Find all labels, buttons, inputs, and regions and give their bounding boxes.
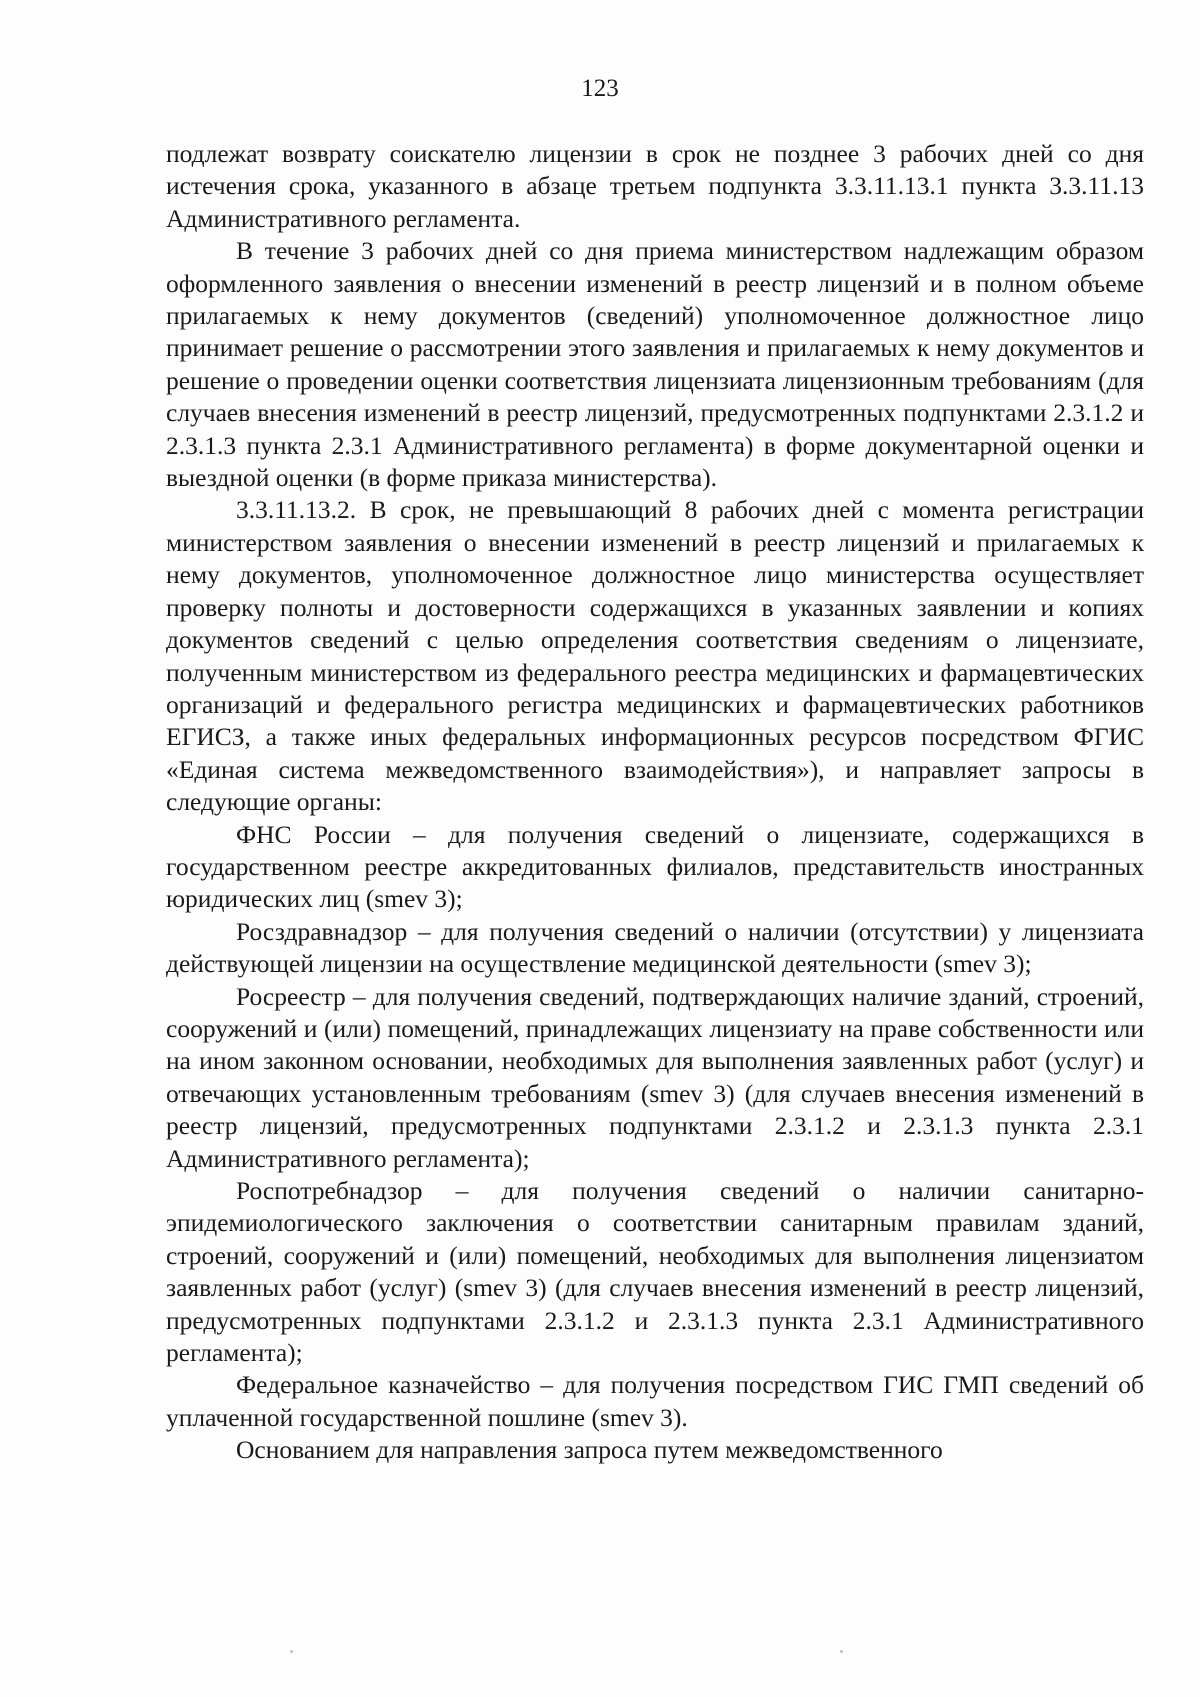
paragraph-5: Росздравнадзор – для получения сведений о наличии (отсутствии) у лицензиата действующей лицензии на осуществление медицинской деятельности (smev 3); [166,916,1144,979]
scan-artifact-dot [290,1650,293,1653]
paragraph-8: Федеральное казначейство – для получения посредством ГИС ГМП сведений об уплаченной государственной пошлине (smev 3). [166,1370,1144,1432]
paragraph-3: 3.3.11.13.2. В срок, не превышающий 8 рабочих дней с момента регистрации министерством заявления о внесении изменений в реестр лицензий и прилагаемых к нему документов, уполномоченное должностное лицо министерства осуществляет проверку полноты и достоверности содержащихся в указанных заявлении и копиях документов сведений с целью определения соответствия сведениям о лицензиате, полученным министерством из федерального реестра медицинских и фармацевтических организаций и федерального регистра медицинских и фармацевтических работников ЕГИСЗ, а также иных федеральных информационных ресурсов посредством ФГИС «Единая система межведомственного взаимодействия»), и направляет запросы в следующие органы: [166,495,1144,817]
paragraph-7: Роспотребнадзор – для получения сведений о наличии санитарно-эпидемиологического заключения о соответствии санитарным правилам зданий, строений, сооружений и (или) помещений, необходимых для выполнения лицензиатом заявленных работ (услуг) (smev 3) (для случаев внесения изменений в реестр лицензий, предусмотренных подпунктами 2.3.1.2 и 2.3.1.3 пункта 2.3.1 Административного регламента); [166,1176,1144,1368]
paragraph-1: подлежат возврату соискателю лицензии в срок не позднее 3 рабочих дней со дня истечения срока, указанного в абзаце третьем подпункта 3.3.11.13.1 пункта 3.3.11.13 Административного регламента. [166,139,1144,233]
paragraph-6: Росреестр – для получения сведений, подтверждающих наличие зданий, строений, сооружений и (или) помещений, принадлежащих лицензиату на праве собственности или на ином законном основании, необходимых для выполнения заявленных работ (услуг) и отвечающих установленным требованиям (smev 3) (для случаев внесения изменений в реестр лицензий, предусмотренных подпунктами 2.3.1.2 и 2.3.1.3 пункта 2.3.1 Административного регламента); [166,981,1144,1173]
page-number: 123 [581,75,619,102]
paragraph-2: В течение 3 рабочих дней со дня приема министерством надлежащим образом оформленного заявления о внесении изменений в реестр лицензий и в полном объеме прилагаемых к нему документов (сведений) уполномоченное должностное лицо принимает решение о рассмотрении этого заявления и прилагаемых к нему документов и решение о проведении оценки соответствия лицензиата лицензионным требованиям (для случаев внесения изменений в реестр лицензий, предусмотренных подпунктами 2.3.1.2 и 2.3.1.3 пункта 2.3.1 Административного регламента) в форме документарной оценки и выездной оценки (в форме приказа министерства). [166,236,1144,493]
paragraph-4: ФНС России – для получения сведений о лицензиате, содержащихся в государственном реестре аккредитованных филиалов, представительств иностранных юридических лиц (smev 3); [166,819,1144,914]
scan-artifact-dot [840,1650,843,1653]
paragraph-9: Основанием для направления запроса путем межведомственного [236,1435,943,1465]
document-body [166,138,1144,1467]
